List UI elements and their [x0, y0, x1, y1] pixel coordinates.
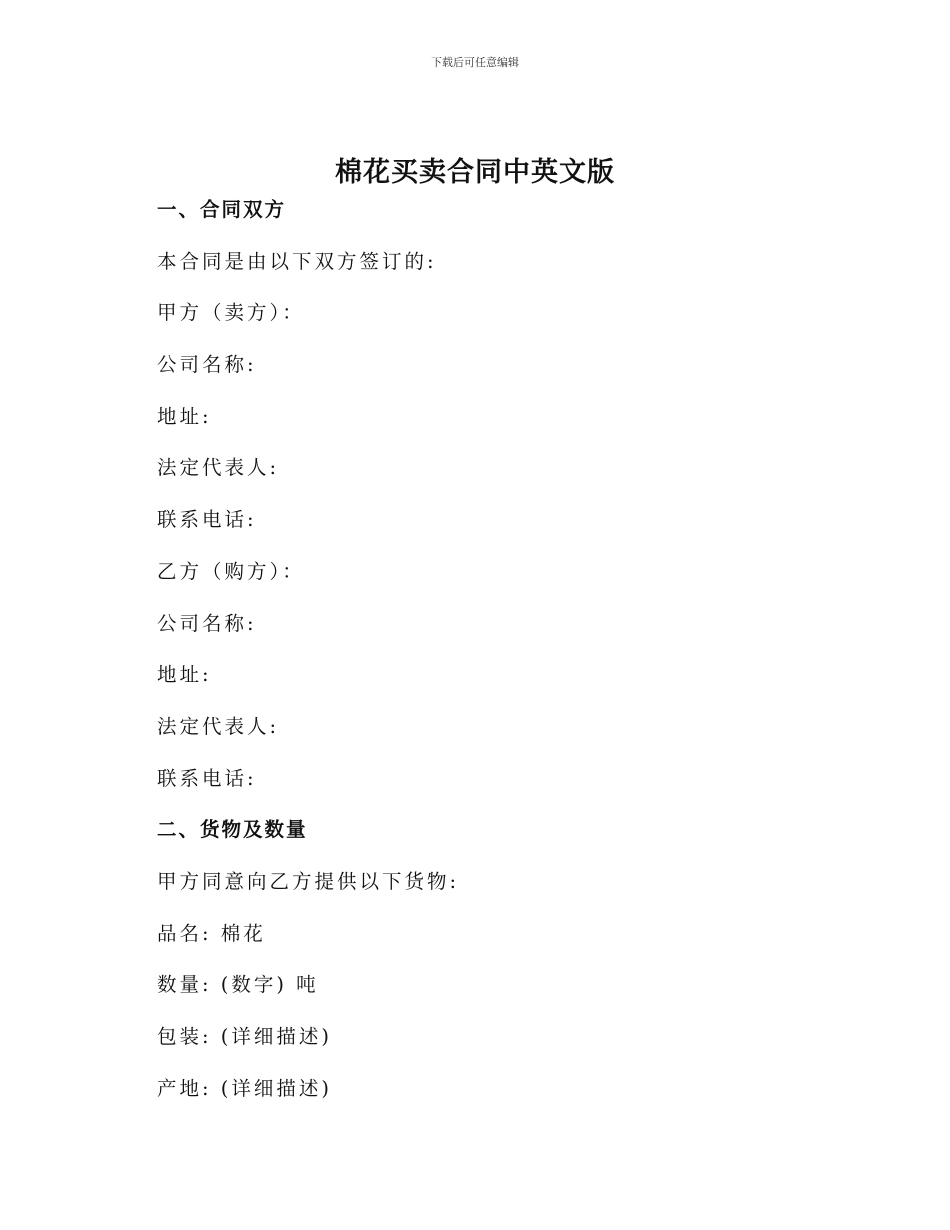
- goods-quantity: 数量: (数字) 吨: [157, 973, 319, 997]
- party-b-label: 乙方（购方）：: [157, 559, 305, 583]
- party-a-phone: 联系电话:: [157, 508, 257, 532]
- section-heading-goods: 二、货物及数量: [157, 818, 308, 842]
- section-heading-parties: 一、合同双方: [157, 198, 287, 221]
- party-a-company-name: 公司名称:: [157, 353, 257, 377]
- party-b-company-name: 公司名称:: [157, 611, 257, 635]
- party-b-phone: 联系电话:: [157, 766, 257, 790]
- party-a-label: 甲方（卖方）：: [157, 301, 305, 325]
- goods-origin: 产地: (详细描述): [157, 1076, 332, 1100]
- page-header-note: 下载后可任意编辑: [431, 56, 519, 69]
- party-b-address: 地址:: [157, 663, 212, 687]
- goods-intro: 甲方同意向乙方提供以下货物:: [157, 869, 460, 893]
- party-a-address: 地址:: [157, 404, 212, 428]
- parties-intro: 本合同是由以下双方签订的:: [157, 249, 437, 273]
- goods-product-name: 品名: 棉花: [157, 921, 266, 945]
- document-body: [157, 195, 797, 1125]
- party-a-legal-rep: 法定代表人:: [157, 456, 280, 480]
- party-b-legal-rep: 法定代表人:: [157, 714, 280, 738]
- goods-packaging: 包装: (详细描述): [157, 1025, 332, 1048]
- document-title: 棉花买卖合同中英文版: [335, 157, 615, 188]
